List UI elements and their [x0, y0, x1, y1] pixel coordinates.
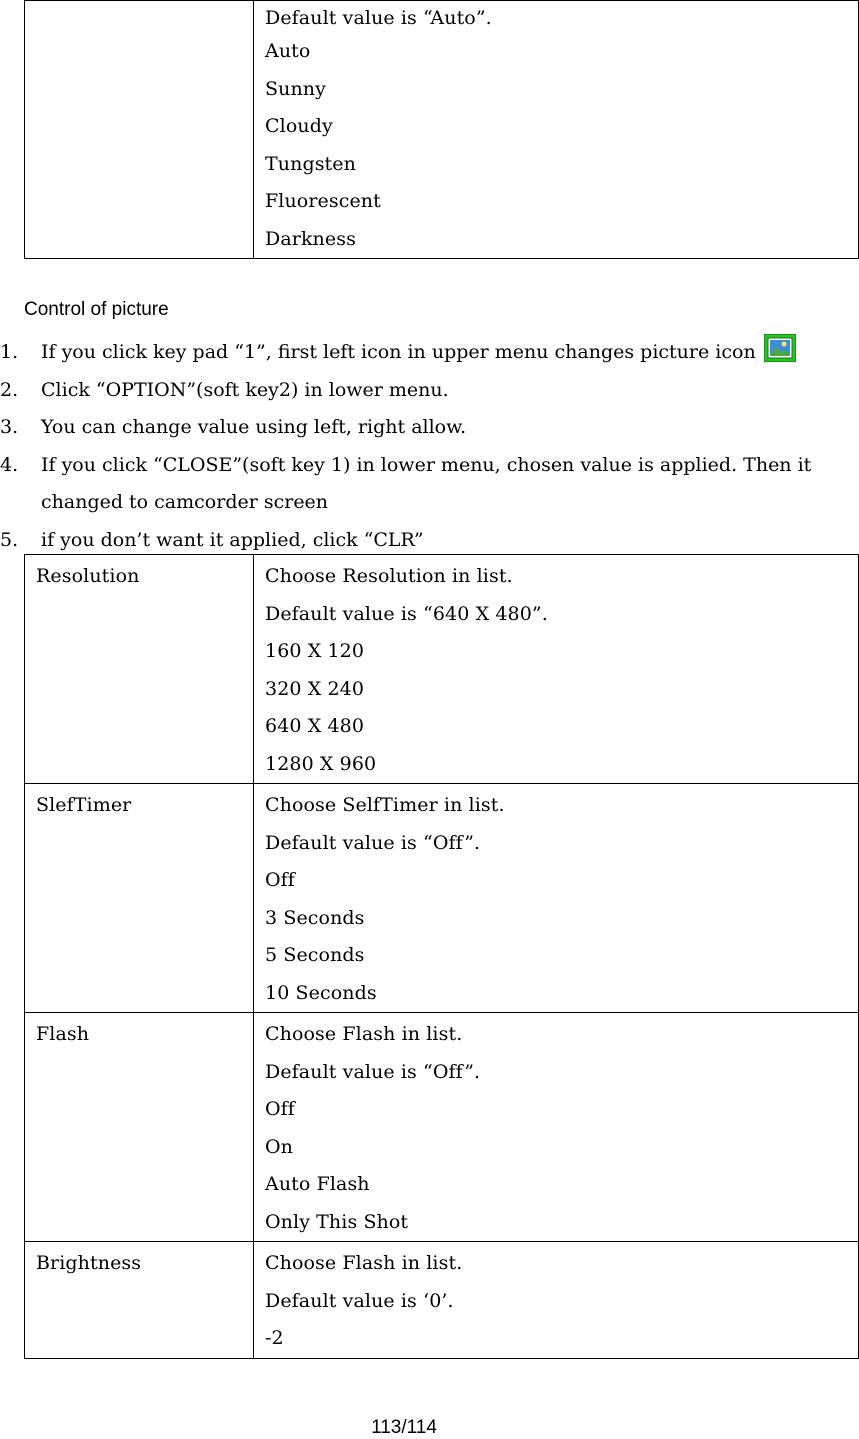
row-label: SlefTimer [36, 794, 132, 816]
option-line: 5 Seconds [265, 944, 365, 966]
picture-settings-table [24, 554, 859, 1359]
table-row [25, 1, 859, 259]
option-line: 3 Seconds [265, 906, 365, 929]
step-number: 3. [0, 416, 19, 438]
steps-list [0, 334, 859, 559]
option-line: Choose SelfTimer in list. [265, 794, 505, 816]
option-line: Default value is “640 X 480”. [265, 602, 548, 625]
option-line: -2 [265, 1327, 284, 1349]
table-value-cell [254, 1242, 859, 1359]
table-label-cell [25, 1, 254, 259]
white-balance-table [24, 0, 859, 259]
step-text: Click “OPTION”(soft key2) in lower menu. [41, 378, 449, 401]
step-text-wrap [0, 334, 859, 372]
option-line: Auto Flash [265, 1173, 370, 1195]
picture-icon [764, 334, 796, 362]
table-label-cell [25, 555, 254, 784]
section-heading: Control of picture [24, 299, 169, 320]
row-label: Brightness [36, 1252, 142, 1274]
option-line: Only This Shot [265, 1210, 409, 1233]
step-number: 4. [0, 453, 19, 476]
option-line: Choose Flash in list. [265, 1252, 463, 1274]
option-line: Off [265, 869, 295, 891]
option-line: Darkness [265, 227, 356, 250]
option-line: Default value is “Off”. [265, 1060, 481, 1083]
step-number: 5. [0, 528, 19, 551]
table-value-cell [254, 555, 859, 784]
step-number: 2. [0, 378, 19, 401]
option-line: Default value is ‘0’. [265, 1289, 454, 1312]
option-line: 1280 X 960 [265, 752, 377, 775]
table-row [25, 555, 859, 784]
row-label [36, 0, 253, 33]
option-line: 320 X 240 [265, 677, 365, 700]
step-number: 1. [0, 341, 19, 363]
step-text: If you click key pad “1”, first left icon in upper menu changes picture icon [41, 341, 756, 363]
row-label: Resolution [36, 565, 140, 587]
option-line: Cloudy [265, 115, 333, 137]
option-line: On [265, 1135, 294, 1158]
list-item [0, 372, 859, 410]
row-label: Flash [36, 1023, 90, 1045]
step-text: If you click “CLOSE”(soft key 1) in lower menu, chosen value is applied. Then it changed to camcorder screen [41, 453, 812, 513]
option-line: Off [265, 1098, 295, 1120]
option-line: Choose Resolution in list. [265, 565, 513, 587]
step-text: if you don’t want it applied, click “CLR” [41, 528, 424, 551]
table-value-cell [254, 784, 859, 1013]
list-item [0, 409, 859, 447]
table-row [25, 1013, 859, 1242]
option-line: Sunny [265, 77, 326, 100]
step-text: You can change value using left, right allow. [41, 416, 467, 438]
option-line: Default value is “Auto”. [265, 7, 492, 29]
table-label-cell [25, 784, 254, 1013]
list-item [0, 334, 859, 372]
table-row [25, 1242, 859, 1359]
option-line: 640 X 480 [265, 715, 365, 737]
table-value-cell [254, 1, 859, 259]
option-line: 10 Seconds [265, 981, 377, 1004]
table-label-cell [25, 1242, 254, 1359]
list-item [0, 447, 859, 522]
option-line: Tungsten [265, 152, 356, 175]
table-value-cell [254, 1013, 859, 1242]
option-line: Fluorescent [265, 190, 381, 212]
table-label-cell [25, 1013, 254, 1242]
option-line: Default value is “Off”. [265, 831, 481, 854]
table-row [25, 784, 859, 1013]
page-number: 113/114 [371, 1417, 437, 1438]
option-line: Auto [265, 40, 311, 62]
option-line: 160 X 120 [265, 640, 365, 662]
option-line: Choose Flash in list. [265, 1023, 463, 1045]
